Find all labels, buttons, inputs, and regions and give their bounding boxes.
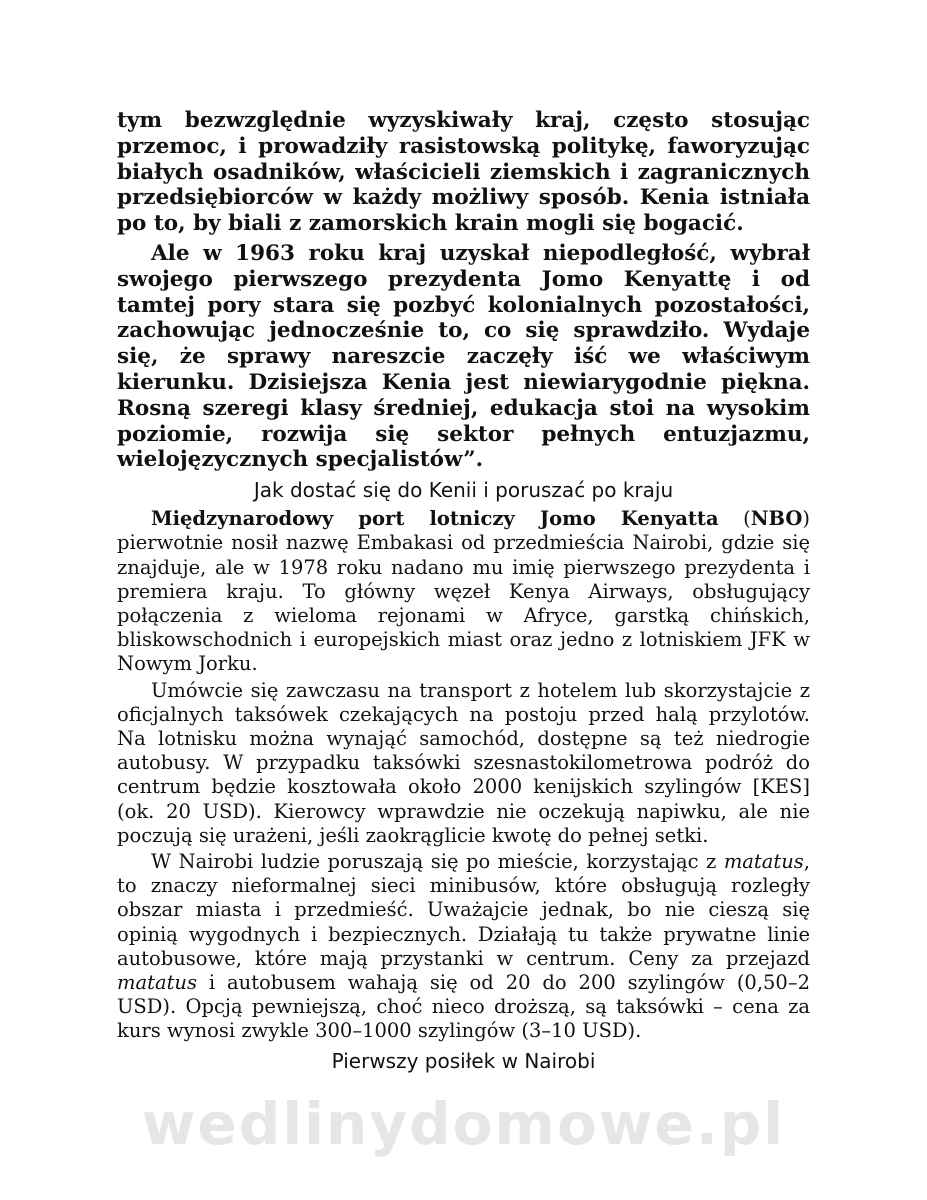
matatus-text-a: W Nairobi ludzie poruszają się po mieście, korzystając z bbox=[151, 850, 724, 873]
document-page bbox=[117, 108, 810, 1078]
paragraph-transport: Umówcie się zawczasu na transport z hotelem lub skorzystajcie z oficjalnych taksówek czekających na postoju przed halą przylotów. Na lotnisku można wynająć samochód, dostępne są też niedrogie autobusy. W przypadku taksówki szesnastokilometrowa podróż do centrum będzie kosztowała około 2000 kenijskich szylingów [KES] (ok. 20 USD). Kierowcy wprawdzie nie oczekują napiwku, ale nie poczują się urażeni, jeśli zaokrąglicie kwotę do pełnej setki. bbox=[117, 678, 810, 847]
matatus-text-c: i autobusem wahają się od 20 do 200 szylingów (0,50–2 USD). Opcją pewniejszą, choć nieco droższą, są taksówki – cena za kurs wynosi zwykle 300–1000 szylingów (3–10 USD). bbox=[117, 971, 810, 1043]
bold-paragraph-1: tym bezwzględnie wyzyskiwały kraj, często stosując przemoc, i prowadziły rasistowską politykę, faworyzując białych osadników, właścicieli ziemskich i zagranicznych przedsiębiorców w każdy możliwy sposób. Kenia istniała po to, by biali z zamorskich krain mogli się bogacić. bbox=[117, 108, 810, 237]
airport-name: Międzynarodowy port lotniczy Jomo Kenyatta bbox=[151, 507, 719, 531]
matatus-text-b: , to znaczy nieformalnej sieci minibusów, które obsługują rozległy obszar miasta i przedmieść. Uważajcie jednak, bo nie cieszą się opinią wygodnych i bezpiecznych. Działają tu także prywatne linie autobusowe, które mają przystanki w centrum. Ceny za przejazd bbox=[117, 850, 810, 970]
matatus-term-2: matatus bbox=[117, 971, 197, 995]
matatus-term-1: matatus bbox=[723, 850, 804, 873]
bold-paragraph-2: Ale w 1963 roku kraj uzyskał niepodległość, wybrał swojego pierwszego prezydenta Jomo Kenyattę i od tamtej pory stara się pozbyć kolonialnych pozostałości, zachowując jednocześnie to, co się sprawdziło. Wydaje się, że sprawy nareszcie zaczęły iść we właściwym kierunku. Dzisiejsza Kenia jest niewiarygodnie piękna. Rosną szeregi klasy średniej, edukacja stoi na wysokim poziomie, rozwija się sektor pełnych entuzjazmu, wielojęzycznych specjalistów”. bbox=[117, 240, 810, 473]
section-heading-first-meal: Pierwszy posiłek w Nairobi bbox=[331, 1048, 596, 1073]
section-heading-travel: Jak dostać się do Kenii i poruszać po kraju bbox=[253, 478, 674, 503]
airport-description: ) pierwotnie nosił nazwę Embakasi od przedmieścia Nairobi, gdzie się znajduje, ale w 1978 roku nadano mu imię pierwszego prezydenta i premiera kraju. To główny węzeł Kenya Airways, obsługujący połączenia z wieloma rejonami w Afryce, garstką chińskich, bliskowschodnich i europejskich miast oraz jedno z lotniskiem JFK w Nowym Jorku. bbox=[117, 507, 810, 676]
airport-paren-open: ( bbox=[718, 507, 751, 531]
watermark: wedlinydomowe.pl bbox=[141, 1090, 786, 1158]
paragraph-matatus bbox=[117, 850, 810, 1044]
airport-code: NBO bbox=[750, 507, 803, 531]
paragraph-airport bbox=[117, 507, 810, 676]
